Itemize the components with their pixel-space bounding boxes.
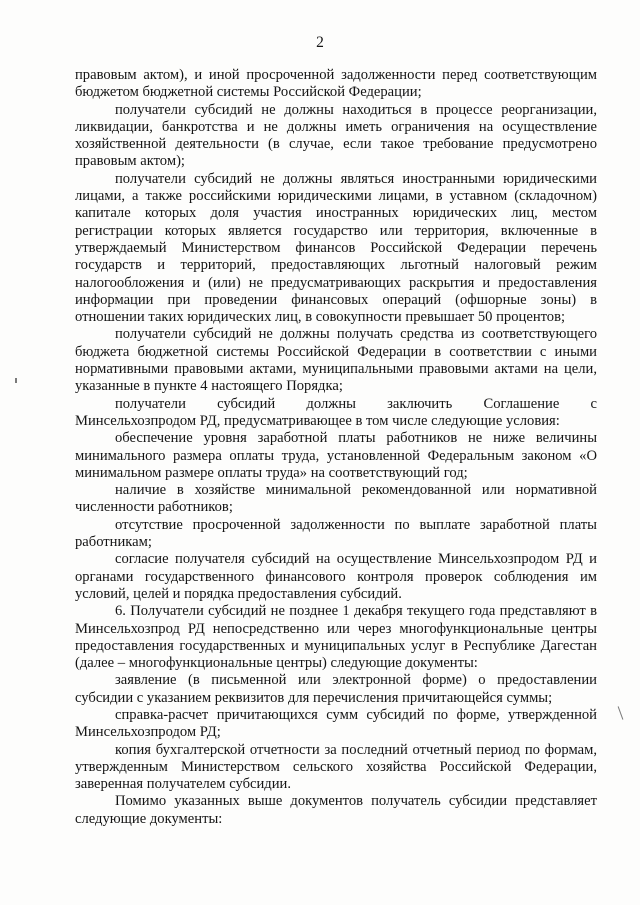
scan-mark-right xyxy=(618,706,624,719)
document-body xyxy=(75,67,597,828)
paragraph-other-funds: получатели субсидий не должны получать средства из соответствующего бюджета бюджетной системы Российской Федерации в соответствии с иными нормативными правовыми актами, муниципальными правовыми актами на цели, указанные в пункте 4 настоящего Порядка; xyxy=(75,326,597,395)
paragraph-no-wage-arrears: отсутствие просроченной задолженности по выплате заработной платы работникам; xyxy=(75,516,597,551)
paragraph-agreement: получатели субсидий должны заключить Соглашение с xyxy=(115,395,597,412)
paragraph-agreement-continuation: Минсельхозпродом РД, предусматривающее в том числе следующие условия: xyxy=(75,412,560,429)
paragraph-foreign-entities: получатели субсидий не должны являться иностранными юридическими лицами, а также российскими юридическими лицами, в уставном (складочном) капитале которых доля участия иностранных юридических лиц, местом регистрации которых является государство или территория, включенные в утверждаемый Министерством финансов Российской Федерации перечень государств и территорий, предоставляющих льготный налоговый режим налогообложения и (или) не предусматривающих раскрытия и предоставления информации при проведении финансовых операций (офшорные зоны) в отношении таких юридических лиц, в совокупности превышает 50 процентов; xyxy=(75,170,597,326)
paragraph-wage-level: обеспечение уровня заработной платы работников не ниже величины минимального размера оплаты труда, установленной Федеральным законом «О минимальном размере оплаты труда» на соответствующий год; xyxy=(75,430,597,481)
paragraph-consent-to-audit: согласие получателя субсидий на осуществление Минсельхозпродом РД и органами государственного финансового контроля проверок соблюдения им условий, целей и порядка предоставления субсидий. xyxy=(75,551,597,602)
paragraph-reorganization: получатели субсидий не должны находиться в процессе реорганизации, ликвидации, банкротства и не должны иметь ограничения на осуществление хозяйственной деятельности (в случае, если такое требование предусмотрено правовым актом); xyxy=(75,101,597,170)
page-number: 2 xyxy=(316,34,324,51)
paragraph-section-6: 6. Получатели субсидий не позднее 1 декабря текущего года представляют в Минсельхозпрод РД непосредственно или через многофункциональные центры предоставления государственных и муниципальных услуг в Республике Дагестан (далее – многофункциональные центры) следующие документы: xyxy=(75,603,597,672)
paragraph-calculation: справка-расчет причитающихся сумм субсидий по форме, утвержденной Минсельхозпродом РД; xyxy=(75,706,597,741)
paragraph-accounting-copy: копия бухгалтерской отчетности за последний отчетный период по формам, утвержденным Министерством сельского хозяйства Российской Федерации, заверенная получателем субсидии. xyxy=(75,741,597,793)
paragraph-staff-number: наличие в хозяйстве минимальной рекомендованной или нормативной численности работников; xyxy=(75,482,597,516)
scan-mark-left xyxy=(15,378,17,383)
paragraph-application: заявление (в письменной или электронной форме) о предоставлении субсидии с указанием реквизитов для перечисления причитающейся суммы; xyxy=(75,672,597,706)
paragraph-debt-continuation: правовым актом), и иной просроченной задолженности перед соответствующим бюджетом бюджетной системы Российской Федерации; xyxy=(75,67,597,101)
paragraph-additional-docs: Помимо указанных выше документов получатель субсидии представляет следующие документы: xyxy=(75,793,597,827)
